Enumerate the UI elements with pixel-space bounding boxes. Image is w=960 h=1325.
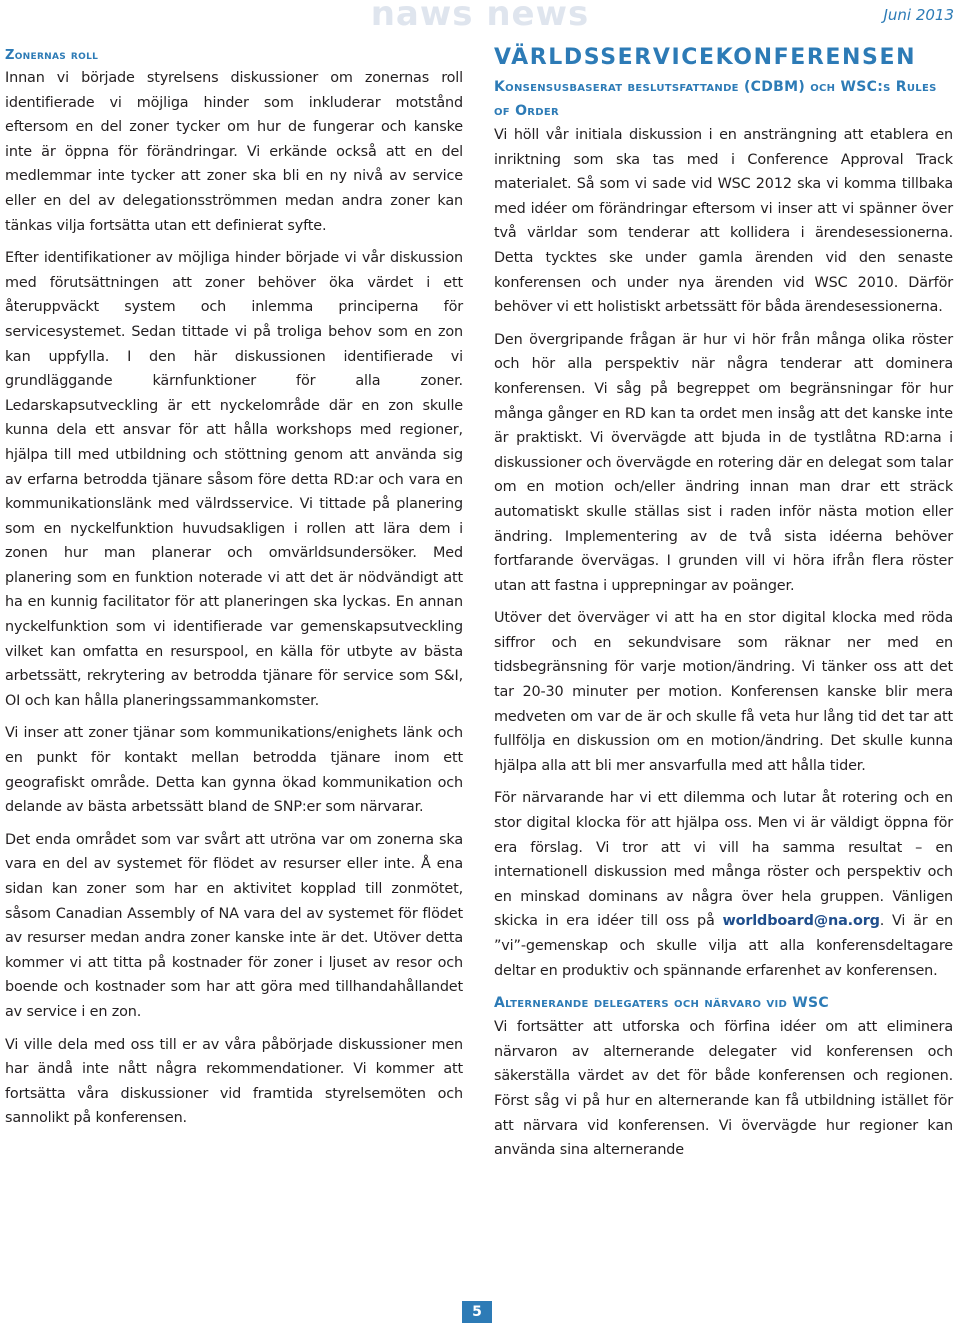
- right-column: [494, 45, 953, 1171]
- page-number: 5: [462, 1301, 492, 1323]
- issue-date: Juni 2013: [883, 6, 954, 24]
- paragraph-text: . Vi är en ”vi”-gemenskap och skulle vilja att alla konferensdeltagare deltar en produktiv och spännande erfarenhet av konferensen.: [494, 913, 953, 979]
- subheading-cbdm: Konsensusbaserat beslutsfattande (CDBM) och WSC:s Rules of Order: [494, 79, 937, 119]
- paragraph: Den övergripande frågan är hur vi hör från många olika röster och hör alla perspektiv när några tenderar att dominera konferensen. Vi såg på begreppet om begränsningar för hur många gånger en RD kan ta ordet men insåg att det kanske inte är praktiskt. Vi övervägde att bjuda in de tystlåtna RD:arna i diskussioner och övervägde en rotering där en delegat som talar om en motion och/eller ändring innan man drar ett sträck automatiskt skulle ställas sist i raden inför nästa motion eller ändring. Implementering av de två sista idéerna behöver fortfarande övervägas. I grunden vill vi höra ifrån flera röster utan att fastna i upprepningar av poänger.: [494, 331, 953, 594]
- paragraph: Innan vi började styrelsens diskussioner om zonernas roll identifierade vi möjliga hinder som inkluderar motstånd eftersom en del zoner tycker om hur de fungerar och kanske inte är öppna för förändringar. Vi erkände också att en del medlemmar inte tycker att zoner ska bli en ny nivå av service eller en del av delegationsströmmen medan andra zoner kan tänkas vilja fortsätta utan ett definierat syfte.: [5, 70, 463, 234]
- paragraph: [494, 786, 953, 983]
- email-link[interactable]: worldboard@na.org: [722, 913, 880, 930]
- left-column: [5, 45, 463, 1139]
- paragraph: Utöver det överväger vi att ha en stor digital klocka med röda siffror och en sekundvisare som räknar ner med en tidsbegränsning för varje motion/ändring. Vi tänker oss att det tar 20-30 minuter per motion. Konferensen kanske blir mera medveten om var de är och skulle få veta hur lång tid det tar att fullfölja en diskussion om en motion/ändring. Det skulle kunna hjälpa alla att bli mer ansvarfulla med att hålla tider.: [494, 610, 953, 774]
- paragraph: Vi ville dela med oss till er av våra påbörjade diskussioner men har ändå inte nått några rekommendationer. Vi kommer att fortsätta våra diskussioner vid framtida styrelsemöten och sannolikt på konferensen.: [5, 1036, 463, 1127]
- section-heading-alternates: Alternerande delegaters och närvaro vid WSC: [494, 995, 829, 1012]
- paragraph: Efter identifikationer av möjliga hinder började vi vår diskussion med förutsättningen att zoner behöver öka värdet i ett återuppväckt system och inlemma principerna för servicesystemet. Sedan tittade vi på troliga behov som en zon kan uppfylla. I den här diskussionen identifierade vi grundläggande kärnfunktioner för alla zoner. Ledarskapsutveckling är ett nyckelområde där en zon skulle kunna dela ett ansvar för att hålla workshops med regioner, hjälpa till med utbildning och stöttning genom att använda sig av erfarna betrodda tjänare såsom före detta RD:ar och vara en kommunikationslänk med välrdsservice. Vi tittade på planering som en nyckelfunktion huvudsakligen i rollen att lära dem i zonen hur man planerar och omvärldsundersöker. Med planering som en funktion noterade vi att det är nödvändigt att ha en kunnig facilitator för att planeringen ska lyckas. En annan nyckelfunktion som vi identifierade var gemenskapsutveckling vilket kan omfatta en resurspool, en källa för utbyte av bästa arbetssätt, rekrytering av betrodda tjänare för service som S&I, OI och kan hålla planeringssammankomster.: [5, 250, 463, 709]
- paragraph: Vi höll vår initiala diskussion i en ansträngning att etablera en inriktning som ska tas med i Conference Approval Track materialet. Så som vi sade vid WSC 2012 ska vi komma tillbaka med idéer om förändringar eftersom vi inser att vi spänner över två världar som tenderar att kollidera i ärendesessionerna. Detta tycktes ske under gamla ärenden vid den senaste konferensen och under nya ärenden vid WSC 2010. Därför behöver vi ett holistiskt arbetssätt för båda ärendesessionerna.: [494, 127, 953, 316]
- section-heading-zones: Zonernas roll: [5, 48, 99, 63]
- section-heading-wsc: VÄRLDSSERVICEKONFERENSEN: [494, 45, 917, 70]
- paragraph: Vi inser att zoner tjänar som kommunikations/enighets länk och en punkt för kontakt mellan betrodda tjänare inom ett geografiskt område. Detta kan gynna ökad kommunikation och delande av bästa arbetssätt bland de SNP:er som närvarar.: [5, 725, 463, 816]
- paragraph: Det enda området som var svårt att utröna var om zonerna ska vara en del av systemet för flödet av resurser eller inte. Å ena sidan kan zoner som har en aktivitet kopplad till zonmötet, såsom Canadian Assembly of NA vara del av systemet för flödet av resurser medan andra zoner kanske inte är det. Utöver detta kommer vi att titta på kostnader för zoner i ljuset av resor och boende och kostnader som har att göra med tillhandahållandet av service i en zon.: [5, 831, 463, 1020]
- paragraph: Vi fortsätter att utforska och förfina idéer om att eliminera närvaron av alternerande delegater vid konferensen och säkerställa värdet av det för både konferensen och regionen. Först såg vi på hur en alternerande kan få utbildning istället för att närvara vid konferensen. Vi övervägde hur regioner kan använda sina alternerande: [494, 1019, 953, 1159]
- masthead-logo: naws news: [370, 0, 590, 32]
- paragraph-text: För närvarande har vi ett dilemma och lutar åt rotering och en stor digital klocka för att hjälpa oss. Men vi är väldigt öppna för era förslag. Vi tror att vi vill ha samma resultat – en internationell diskussion med många röster och perspektiv och en minskad dominans av några över hela gruppen. Vänligen skicka in era idéer till oss på: [494, 790, 953, 930]
